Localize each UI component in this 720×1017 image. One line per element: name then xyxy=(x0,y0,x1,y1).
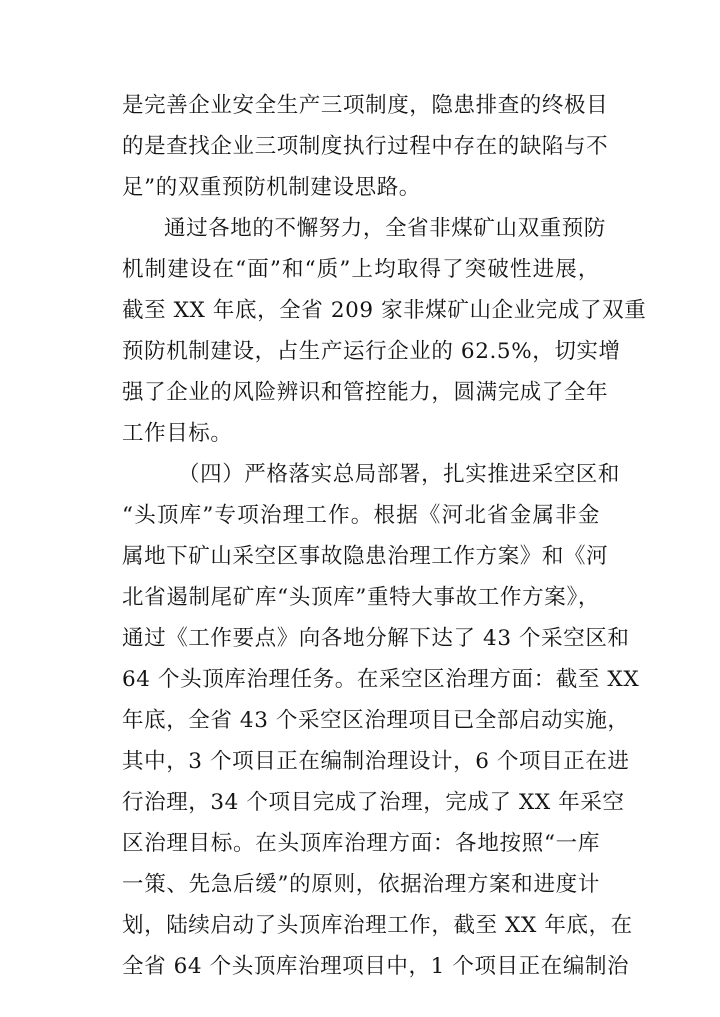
section-heading-line: （四）严格落实总局部署，扎实推进采空区和 xyxy=(178,462,621,487)
text-line: 预防机制建设，占生产运行企业的 62.5%，切实增 xyxy=(122,339,621,364)
text-line: 一策、先急后缓”的原则，依据治理方案和进度计 xyxy=(122,872,600,897)
text-line: 北省遏制尾矿库“头顶库”重特大事故工作方案》， xyxy=(122,585,600,610)
text-line: 划，陆续启动了头顶库治理工作，截至 XX 年底，在 xyxy=(122,913,633,938)
text-line: 全省 64 个头顶库治理项目中，1 个项目正在编制治 xyxy=(122,954,630,979)
text-line: 区治理目标。在头顶库治理方面：各地按照“一库 xyxy=(122,831,600,856)
text-line: 属地下矿山采空区事故隐患治理工作方案》和《河 xyxy=(122,544,609,569)
text-line: 通过《工作要点》向各地分解下达了 43 个采空区和 xyxy=(122,626,630,651)
text-line: 其中，3 个项目正在编制治理设计，6 个项目正在进 xyxy=(122,749,630,774)
text-line: 工作目标。 xyxy=(122,421,233,446)
text-line: 行治理，34 个项目完成了治理，完成了 XX 年采空 xyxy=(122,790,625,815)
text-line: 通过各地的不懈努力，全省非煤矿山双重预防 xyxy=(164,216,607,241)
text-line: 的是查找企业三项制度执行过程中存在的缺陷与不 xyxy=(122,134,609,159)
text-line: 截至 XX 年底，全省 209 家非煤矿山企业完成了双重 xyxy=(122,298,647,323)
text-line: 年底，全省 43 个采空区治理项目已全部启动实施， xyxy=(122,708,630,733)
text-line: 是完善企业安全生产三项制度，隐患排查的终极目 xyxy=(122,93,609,118)
text-line: 足”的双重预防机制建设思路。 xyxy=(122,175,421,200)
text-line: “头顶库”专项治理工作。根据《河北省金属非金 xyxy=(122,503,600,528)
text-line: 机制建设在“面”和“质”上均取得了突破性进展， xyxy=(122,257,600,282)
text-line: 强了企业的风险辨识和管控能力，圆满完成了全年 xyxy=(122,380,609,405)
text-line: 64 个头顶库治理任务。在采空区治理方面：截至 XX xyxy=(122,667,640,692)
